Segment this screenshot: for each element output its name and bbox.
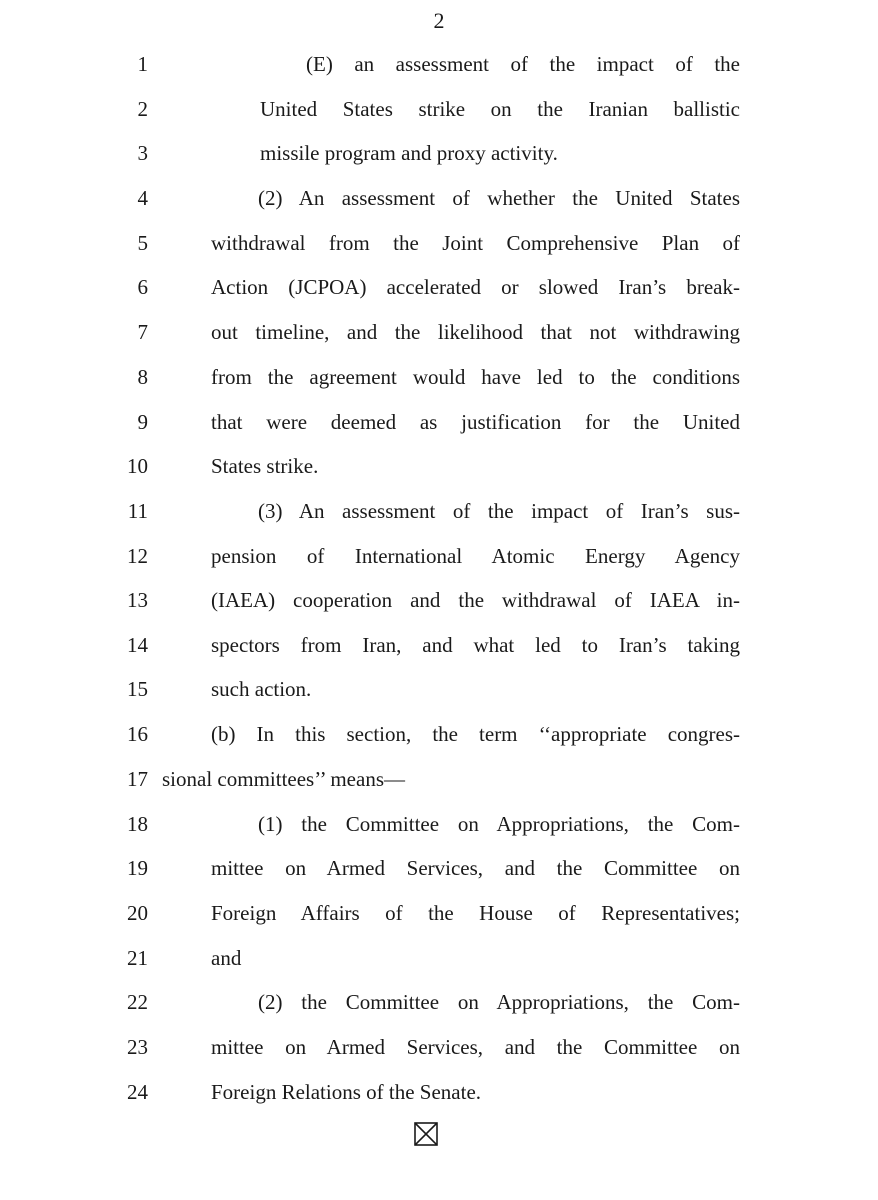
line-number: 9 <box>137 410 148 434</box>
document-line <box>0 1029 878 1065</box>
document-line <box>0 538 878 574</box>
line-text: from the agreement would have led to the conditions <box>211 365 740 389</box>
line-text: (1) the Committee on Appropriations, the Com- <box>258 812 740 836</box>
document-line <box>0 716 878 752</box>
document-line <box>0 359 878 395</box>
line-text: withdrawal from the Joint Comprehensive Plan of <box>211 231 740 255</box>
document-line <box>0 1074 878 1110</box>
line-text: (2) An assessment of whether the United States <box>258 186 740 210</box>
line-text: Action (JCPOA) accelerated or slowed Iran’s break- <box>211 275 740 299</box>
line-number: 7 <box>137 320 148 344</box>
document-line <box>0 180 878 216</box>
line-number: 6 <box>137 275 148 299</box>
line-number: 11 <box>127 499 148 523</box>
line-number: 16 <box>127 722 148 746</box>
line-text: (E) an assessment of the impact of the <box>306 52 740 76</box>
line-number: 15 <box>127 677 148 701</box>
line-number: 21 <box>127 946 148 970</box>
page-number: 2 <box>433 8 445 33</box>
line-text: United States strike on the Iranian ballistic <box>260 97 740 121</box>
document-line <box>0 984 878 1020</box>
line-number: 3 <box>137 141 148 165</box>
document-line <box>0 582 878 618</box>
line-text: out timeline, and the likelihood that not withdrawing <box>211 320 740 344</box>
line-text: pension of International Atomic Energy Agency <box>211 544 740 568</box>
document-line <box>0 448 878 484</box>
document-line <box>0 269 878 305</box>
line-text: mittee on Armed Services, and the Committee on <box>211 1035 740 1059</box>
line-number: 20 <box>127 901 148 925</box>
line-text: Foreign Affairs of the House of Representatives; <box>211 901 740 925</box>
line-number: 1 <box>137 52 148 76</box>
line-number: 12 <box>127 544 148 568</box>
line-text: such action. <box>211 677 312 701</box>
document-line <box>0 940 878 976</box>
line-text: spectors from Iran, and what led to Iran’s taking <box>211 633 740 657</box>
document-line <box>0 135 878 171</box>
document-line <box>0 671 878 707</box>
line-number: 18 <box>127 812 148 836</box>
end-of-bill-mark-icon <box>414 1122 438 1146</box>
line-text: and <box>211 946 242 970</box>
document-line <box>0 850 878 886</box>
line-text: mittee on Armed Services, and the Committee on <box>211 856 740 880</box>
line-text: States strike. <box>211 454 319 478</box>
document-line <box>0 314 878 350</box>
line-number: 24 <box>127 1080 148 1104</box>
document-line <box>0 225 878 261</box>
document-line <box>0 761 878 797</box>
line-number: 10 <box>127 454 148 478</box>
document-line <box>0 806 878 842</box>
line-number: 2 <box>137 97 148 121</box>
document-line <box>0 46 878 82</box>
line-text: sional committees’’ means— <box>162 767 405 791</box>
line-text: (3) An assessment of the impact of Iran’s sus- <box>258 499 740 523</box>
line-text: that were deemed as justification for the United <box>211 410 740 434</box>
line-number: 13 <box>127 588 148 612</box>
line-number: 5 <box>137 231 148 255</box>
line-text: Foreign Relations of the Senate. <box>211 1080 482 1104</box>
line-number: 17 <box>127 767 148 791</box>
line-number: 19 <box>127 856 148 880</box>
document-line <box>0 627 878 663</box>
line-number: 8 <box>137 365 148 389</box>
line-number: 4 <box>137 186 148 210</box>
line-number: 14 <box>127 633 148 657</box>
document-line <box>0 404 878 440</box>
line-number: 22 <box>127 990 148 1014</box>
line-text: (b) In this section, the term ‘‘appropriate congres- <box>211 722 740 746</box>
document-line <box>0 91 878 127</box>
line-text: missile program and proxy activity. <box>260 141 558 165</box>
line-text: (IAEA) cooperation and the withdrawal of IAEA in- <box>211 588 740 612</box>
line-text: (2) the Committee on Appropriations, the Com- <box>258 990 740 1014</box>
document-line <box>0 493 878 529</box>
document-line <box>0 895 878 931</box>
line-number: 23 <box>127 1035 148 1059</box>
